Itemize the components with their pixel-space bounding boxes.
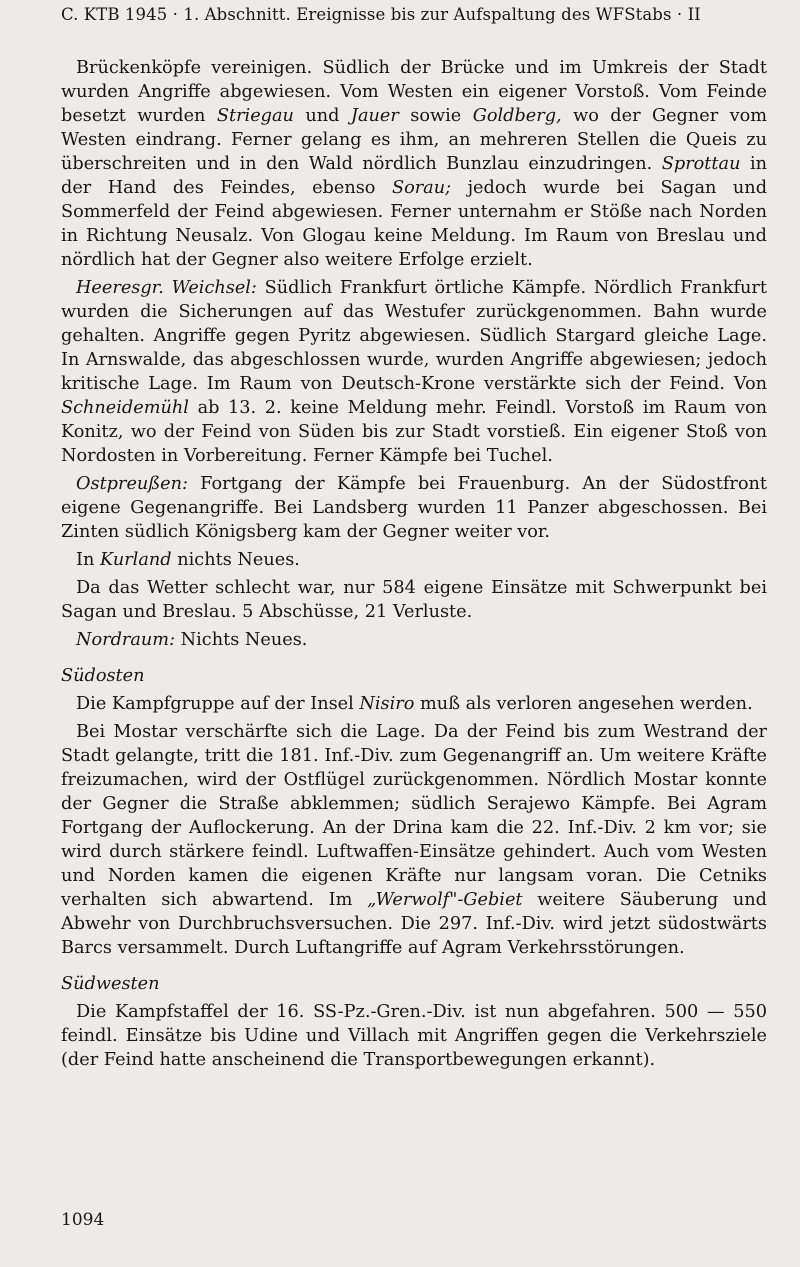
place-goldberg: Goldberg,: [472, 106, 562, 126]
place-jauer: Jauer: [350, 106, 399, 126]
paragraph-mostar: Bei Mostar verschärfte sich die Lage. Da der Feind bis zum Westrand der Stadt gelangte, tritt die 181. Inf.-Div. zum Gegenangriff an. Um weitere Kräfte freizumachen, wird der Ostflügel zurückgenommen. Nördlich Mostar konnte der Gegner die Straße abklemmen; südlich Serajewo Kämpfe. Bei Agram Fortgang der Auflockerung. An der Drina kam die 22. Inf.-Div. 2 km vor; sie wird durch stärkere feindl. Luftwaffen-Einsätze gehindert. Auch vom Westen und Norden kamen die eigenen Kräfte nur langsam voran. Die Cetniks verhalten sich abwartend. Im „Werwolf"-Gebiet weitere Säuberung und Abwehr von Durchbruchsversuchen. Die 297. Inf.-Div. wird jetzt südostwärts Barcs versammelt. Durch Luftangriffe auf Agram Verkehrsstörungen.: [61, 722, 767, 958]
paragraph-breslau-front: Brückenköpfe vereinigen. Südlich der Brücke und im Umkreis der Stadt wurden Angriffe abgewiesen. Vom Westen ein eigener Vorstoß. Vom Feinde besetzt wurden Striegau und Jauer sowie Goldberg, wo der Gegner vom Westen eindrang. Ferner gelang es ihm, an mehreren Stellen die Queis zu überschreiten und in den Wald nördlich Bunzlau einzudringen. Sprottau in der Hand des Feindes, ebenso Sorau; jedoch wurde bei Sagan und Sommerfeld der Feind abgewiesen. Ferner unternahm er Stöße nach Norden in Richtung Neusalz. Von Glogau keine Meldung. Im Raum von Breslau und nördlich hat der Gegner also weitere Erfolge erzielt.: [61, 58, 768, 270]
paragraph-nisiro: Die Kampfgruppe auf der Insel Nisiro muß als verloren angesehen werden.: [76, 694, 753, 714]
section-heading-suedwesten: Südwesten: [61, 974, 160, 994]
label-ostpreussen: Ostpreußen:: [76, 474, 188, 494]
body-text: [61, 56, 767, 1076]
place-schneidemuehl: Schneidemühl: [61, 398, 189, 418]
section-heading-suedosten: Südosten: [61, 666, 145, 686]
label-heeresgruppe-weichsel: Heeresgr. Weichsel:: [76, 278, 257, 298]
place-kurland: Kurland: [100, 550, 172, 570]
paragraph-heeresgruppe-weichsel: Heeresgr. Weichsel: Südlich Frankfurt örtliche Kämpfe. Nördlich Frankfurt wurden die Sicherungen auf das Westufer zurückgenommen. Bahn wurde gehalten. Angriffe gegen Pyritz abgewiesen. Südlich Stargard gleiche Lage. In Arnswalde, das abgeschlossen wurde, wurden Angriffe abgewiesen; jedoch kritische Lage. Im Raum von Deutsch-Krone verstärkte sich der Feind. Von Schneidemühl ab 13. 2. keine Meldung mehr. Feindl. Vorstoß im Raum von Konitz, wo der Feind von Süden bis zur Stadt vorstieß. Ein eigener Stoß von Nordosten in Vorbereitung. Ferner Kämpfe bei Tuchel.: [61, 278, 767, 466]
label-nordraum: Nordraum:: [76, 630, 176, 650]
paragraph-luftwaffe: Da das Wetter schlecht war, nur 584 eigene Einsätze mit Schwerpunkt bei Sagan und Breslau. 5 Abschüsse, 21 Verluste.: [61, 578, 767, 622]
paragraph-nordraum: Nordraum: Nichts Neues.: [76, 630, 308, 650]
paragraph-kampfstaffel: Die Kampfstaffel der 16. SS-Pz.-Gren.-Div. ist nun abgefahren. 500 — 550 feindl. Einsätze bis Udine und Villach mit Angriffen gegen die Verkehrsziele (der Feind hatte anscheinend die Transportbewegungen erkannt).: [61, 1002, 767, 1070]
place-werwolf-gebiet: „Werwolf"-Gebiet: [367, 890, 523, 910]
paragraph-kurland: In Kurland nichts Neues.: [76, 550, 300, 570]
place-sorau: Sorau;: [391, 178, 452, 198]
page-number: 1094: [61, 1210, 105, 1230]
place-nisiro: Nisiro: [359, 694, 415, 714]
place-sprottau: Sprottau: [661, 154, 741, 174]
running-header: C. KTB 1945 · 1. Abschnitt. Ereignisse bis zur Aufspaltung des WFStabs · II: [61, 5, 701, 24]
paragraph-ostpreussen: Ostpreußen: Fortgang der Kämpfe bei Frauenburg. An der Südostfront eigene Gegenangriffe. Bei Landsberg wurden 11 Panzer abgeschossen. Bei Zinten südlich Königsberg kam der Gegner weiter vor.: [61, 474, 768, 542]
place-striegau: Striegau: [216, 106, 294, 126]
